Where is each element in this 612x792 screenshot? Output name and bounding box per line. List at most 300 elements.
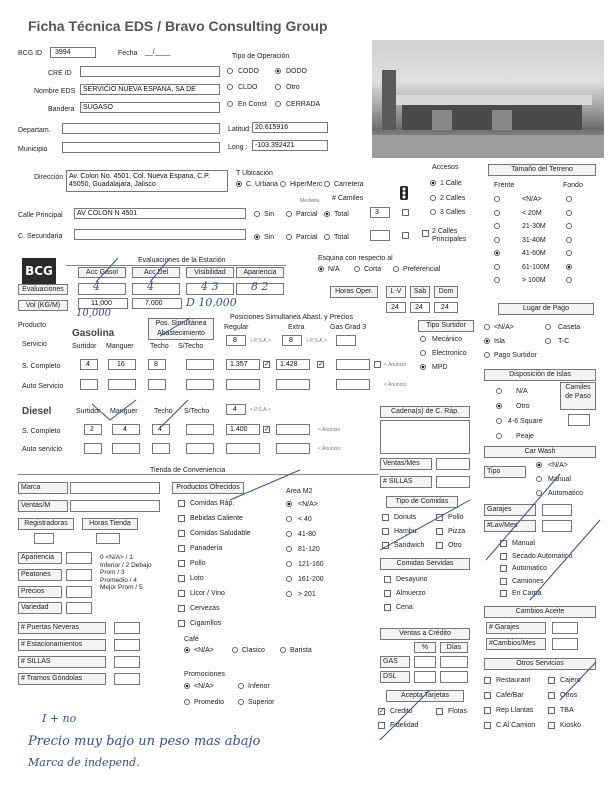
fecha-value[interactable]: __/____ — [145, 49, 171, 56]
ts-mpd-radio[interactable] — [420, 364, 426, 370]
esq-na-radio[interactable] — [318, 266, 324, 272]
op-codo-radio[interactable] — [227, 68, 233, 74]
sandwich-check[interactable] — [382, 542, 389, 549]
vol-label: Vol (KG/M) — [18, 300, 68, 311]
cs-total-radio[interactable] — [324, 234, 330, 240]
terreno-range-label: 41-60M — [522, 250, 546, 257]
evaluaciones-divider — [66, 265, 286, 266]
cw-option-check[interactable] — [500, 590, 507, 597]
cw-manual-label: Manual — [548, 476, 571, 483]
cp-parcial-radio[interactable] — [286, 211, 292, 217]
cena-check[interactable] — [384, 604, 391, 611]
pollo-check[interactable] — [436, 514, 443, 521]
esq-na-label: N/A — [328, 266, 340, 273]
secundaria-label: C. Secundaria — [18, 233, 63, 240]
as-gas3-price-field[interactable] — [336, 379, 370, 390]
producto-check[interactable] — [178, 575, 185, 582]
dsl-pct-field[interactable] — [414, 671, 436, 683]
cafe-clasico-radio[interactable] — [232, 647, 238, 653]
reg-price-check[interactable]: ✓ — [264, 361, 270, 368]
cajero-check[interactable] — [548, 677, 555, 684]
d-as-s-techo-field[interactable] — [186, 443, 214, 454]
eval-handwritten-value: 4 3 — [201, 280, 219, 293]
frente-radio[interactable] — [494, 196, 500, 202]
ext-count-field[interactable]: 8 — [282, 335, 302, 346]
promo-superior-radio[interactable] — [238, 699, 244, 705]
frente-radio[interactable] — [494, 237, 500, 243]
cre-id-field[interactable] — [80, 66, 220, 77]
c-camion-check[interactable] — [484, 722, 491, 729]
municipio-label: Municipio — [18, 146, 48, 153]
area-radio[interactable] — [286, 546, 292, 552]
cp-total-label: Total — [334, 211, 349, 218]
area-radio[interactable] — [286, 591, 292, 597]
esq-corta-radio[interactable] — [354, 266, 360, 272]
esq-pref-radio[interactable] — [393, 266, 399, 272]
kiosko-check[interactable] — [548, 722, 555, 729]
tienda-title: Tienda de Conveniencia — [150, 467, 226, 474]
producto-check[interactable] — [178, 500, 185, 507]
ext-price-field[interactable]: 1.428 — [276, 359, 310, 370]
cw-option-check[interactable] — [500, 565, 507, 572]
d-surtidor-label: Surtidor — [76, 408, 101, 415]
pago-tc-radio[interactable] — [545, 338, 551, 344]
op-cldo-radio[interactable] — [227, 84, 233, 90]
area-radio[interactable] — [286, 531, 292, 537]
apariencia-label: Apariencia — [18, 552, 62, 564]
restaurant-label: Restaurant — [496, 677, 531, 684]
islas-otro-label: Otro — [516, 403, 530, 410]
producto-label: Licor / Vino — [190, 590, 225, 597]
producto-check[interactable] — [178, 530, 185, 537]
area-radio[interactable] — [286, 516, 292, 522]
cafe-clasico-label: Clasico — [242, 647, 265, 654]
cafe-na-radio[interactable] — [184, 647, 190, 653]
num-garajes-label: # Garajes — [486, 622, 546, 634]
pizza-label: Pizza — [448, 528, 466, 535]
camiles-paso-field[interactable] — [568, 414, 590, 426]
horas-tienda-field[interactable] — [96, 533, 120, 544]
latitud-label: Latitud: — [228, 126, 251, 133]
cw-auto-label: Automatico — [548, 490, 584, 497]
d-as-surtidor-field[interactable] — [84, 443, 102, 454]
esq-pref-label: Preferencial — [403, 266, 441, 273]
cw-auto-radio[interactable] — [536, 490, 542, 496]
cafe-na-label: <N/A> — [194, 647, 214, 654]
d-s-techo-field[interactable] — [186, 424, 214, 435]
op-en-const-radio[interactable] — [227, 101, 233, 107]
d-techo-label: Techo — [154, 408, 173, 415]
camiles-paso-label: Camiles de Paso — [560, 382, 596, 410]
municipio-field[interactable] — [62, 142, 220, 153]
ubic-urbana-radio[interactable] — [236, 181, 242, 187]
lugar-pago-title: Lugar de Pago — [498, 303, 594, 315]
gas3-price-field[interactable] — [336, 359, 370, 370]
tba-check[interactable] — [548, 707, 555, 714]
producto-check[interactable] — [178, 515, 185, 522]
flotas-check[interactable] — [436, 708, 443, 715]
bcg-id-label: BCG ID — [18, 50, 43, 57]
h-sab-field[interactable]: 24 — [410, 302, 430, 313]
mid-sillas-label: # SILLAS — [380, 476, 432, 488]
hambu-label: Hambu. — [394, 528, 419, 535]
gas-dias-field[interactable] — [440, 656, 468, 668]
fondo-radio[interactable] — [566, 277, 572, 283]
h-dom-field[interactable]: 24 — [434, 302, 458, 313]
islas-peaje-radio[interactable] — [496, 433, 502, 439]
gasolina-label: Gasolina — [72, 328, 115, 339]
frente-radio[interactable] — [494, 264, 500, 270]
eval-handwritten-value: 4 — [147, 280, 154, 293]
d-s-completo-label: S. Completo — [22, 428, 61, 435]
cw-option-label: Manual — [512, 540, 535, 547]
ext-price-check[interactable]: ✓ — [318, 361, 324, 368]
op-codo-label: CODO — [238, 68, 259, 75]
acc-2-label: 2 Calles — [440, 195, 466, 202]
promo-na-label: <N/A> — [194, 683, 214, 690]
eval-col-field[interactable] — [186, 280, 234, 295]
producto-label: Comidas Ráp. — [190, 500, 235, 507]
cp-camiles-field[interactable]: 3 — [370, 207, 390, 218]
direccion-label: Dirección — [34, 174, 64, 181]
almuerzo-check[interactable] — [384, 590, 391, 597]
fondo-radio[interactable] — [566, 196, 572, 202]
d-surtidor-field[interactable]: 2 — [84, 424, 102, 435]
area-label-item: > 201 — [298, 591, 316, 598]
estacionamientos-field[interactable] — [114, 639, 140, 651]
area-radio[interactable] — [286, 561, 292, 567]
area-label: Area M2 — [286, 488, 313, 495]
gas3-count-field[interactable] — [336, 335, 356, 346]
frente-radio[interactable] — [494, 223, 500, 229]
g-s-techo-field[interactable] — [186, 359, 214, 370]
cajero-label: Cajero — [560, 677, 581, 684]
accesos-label: Accesos — [432, 164, 459, 171]
ubicacion-label: T Ubicación — [236, 170, 273, 177]
d-s-techo-label: S/Techo — [184, 408, 210, 415]
eval-col-field[interactable] — [236, 280, 284, 295]
area-label-item: 41-80 — [298, 531, 316, 538]
vol-field-1[interactable]: 11,000 — [78, 298, 128, 309]
promo-inferior-radio[interactable] — [238, 683, 244, 689]
producto-label: Loto — [190, 575, 204, 582]
otros-check[interactable] — [548, 692, 555, 699]
op-otro-radio[interactable] — [275, 84, 281, 90]
cw-option-check[interactable] — [500, 578, 507, 585]
producto-check[interactable] — [178, 605, 185, 612]
esquina-label: Esquina con respecto al — [318, 255, 393, 262]
bandera-field[interactable]: SUGASO — [80, 102, 220, 113]
otros-servicios-title: Otros Servicios — [484, 658, 596, 670]
dsl-dias-field[interactable] — [440, 671, 468, 683]
ventas-mes-field[interactable] — [436, 458, 470, 470]
d-auto-servicio-label: Auto servicio — [22, 446, 63, 453]
pago-caseta-label: Caseta — [558, 324, 581, 331]
cafe-barista-radio[interactable] — [280, 647, 286, 653]
producto-check[interactable] — [178, 620, 185, 627]
cw-option-label: Secado Automatico — [512, 552, 573, 560]
variedad-field[interactable] — [66, 602, 92, 614]
h-dom-label: Dom — [434, 286, 458, 298]
desayuno-label: Desayuno — [396, 576, 428, 583]
eval-col-field[interactable] — [78, 280, 126, 295]
op-dodo-radio[interactable] — [275, 68, 281, 74]
producto-label: Cervezas — [190, 605, 220, 612]
pago-isla-label: Isla — [494, 338, 505, 345]
hambu-check[interactable] — [382, 528, 389, 535]
gas3-price-check[interactable] — [374, 361, 381, 368]
ubic-hipermerc-label: HiperMerc — [290, 181, 323, 188]
frente-label: Frente — [494, 182, 515, 189]
flotas-label: Flotas — [448, 708, 468, 715]
credito-check[interactable]: ✓ — [379, 708, 385, 715]
islas-na-radio[interactable] — [496, 388, 502, 394]
calle-principal-field[interactable]: AV COLON N 4501 — [74, 208, 246, 219]
ubic-carretera-radio[interactable] — [324, 181, 330, 187]
pizza-check[interactable] — [436, 528, 443, 535]
pago-surtidor-radio[interactable] — [484, 352, 490, 358]
bandera-label: Bandera — [48, 106, 75, 113]
eval-handwritten-value: 8 2 — [251, 280, 269, 293]
cw-option-label: En Carpa — [512, 590, 542, 597]
tramos-field[interactable] — [114, 673, 140, 685]
ubic-carretera-label: Carretera — [334, 181, 364, 188]
acc-1-radio[interactable] — [430, 180, 436, 186]
ventas-field[interactable] — [70, 500, 160, 512]
pago-surtidor-label: Pago Surtidor — [494, 352, 537, 359]
h-lv-field[interactable]: 24 — [386, 302, 406, 313]
as-surtidor-field[interactable] — [80, 379, 98, 390]
op-cerrada-radio[interactable] — [275, 101, 281, 107]
reg-count-field[interactable]: 8 — [226, 335, 246, 346]
d-price-check[interactable]: ✓ — [264, 426, 270, 433]
islas-square-radio[interactable] — [496, 418, 502, 424]
tramos-label: # Tramos Góndolas — [18, 673, 106, 685]
cs-parcial-label: Parcial — [296, 234, 318, 241]
ventas-credito-label: Ventas a Crédito — [380, 628, 470, 640]
as-techo-field[interactable] — [148, 379, 166, 390]
cafe-barista-label: Barista — [290, 647, 312, 654]
peatones-field[interactable] — [66, 569, 92, 581]
fecha-label: Fecha — [118, 50, 138, 57]
gas-grad-label: Gas Grad 3 — [330, 324, 367, 331]
vol-handwritten-1: 10,000 — [76, 308, 111, 319]
producto-label: Producto — [18, 322, 47, 329]
cw-garajes-field[interactable] — [542, 504, 572, 516]
fondo-radio[interactable] — [566, 264, 572, 270]
rep-llantas-check[interactable] — [484, 707, 491, 714]
tienda-divider — [18, 474, 378, 475]
terreno-range-label: 61-100M — [522, 263, 550, 271]
producto-label: Panadería — [190, 545, 223, 552]
num-cambios-field[interactable] — [552, 638, 578, 650]
cp-total-radio[interactable] — [324, 211, 330, 217]
cs-total-label: Total — [334, 234, 349, 241]
d-psa-note: < P.S.A.> — [250, 407, 271, 413]
acc-2-radio[interactable] — [430, 195, 436, 201]
g-techo-field[interactable]: 8 — [148, 359, 166, 370]
d-as-techo-field[interactable] — [152, 443, 170, 454]
eval-col-header: Acc Gasol — [78, 267, 126, 278]
ext-psa-note: < P.S.A.> — [306, 338, 327, 344]
terreno-range-label: 31-40M — [522, 236, 546, 244]
cw-option-check[interactable] — [500, 553, 507, 560]
as-ext-price-field[interactable] — [276, 379, 310, 390]
cs-camiles-field[interactable] — [370, 230, 390, 241]
horas-label: Horas Oper. — [330, 286, 378, 298]
latitud-field[interactable]: 20.615916 — [252, 122, 328, 133]
mid-sillas-field[interactable] — [436, 476, 470, 488]
cw-option-label: Camiones — [512, 577, 544, 585]
eval-col-field[interactable] — [132, 280, 180, 295]
frente-radio[interactable] — [494, 210, 500, 216]
mediana-label: Mediana — [300, 198, 320, 204]
d-anuncio-note: < Anuncio — [318, 427, 341, 433]
d-price2-field[interactable] — [276, 424, 310, 435]
marca-field[interactable] — [70, 482, 160, 494]
cadena-field[interactable] — [380, 420, 470, 454]
precios-label: Precios — [18, 586, 62, 598]
op-en-const-label: En Const — [238, 101, 267, 108]
as-reg-price-field[interactable] — [226, 379, 260, 390]
auto-servicio-label: Auto Servicio — [22, 383, 64, 390]
ubic-urbana-label: C. Urbana — [246, 181, 278, 188]
reg-price-field[interactable]: 1.357 — [226, 359, 260, 370]
islas-otro-radio[interactable] — [496, 403, 502, 409]
direccion-field[interactable]: Av. Colon No. 4501, Col. Nueva Espana, C.P. 45050, Guadalajara, Jalisco — [66, 170, 228, 192]
servicio-label: Servicio — [22, 341, 47, 348]
regular-label: Regular — [224, 324, 249, 331]
pct-label: % — [414, 642, 436, 653]
ts-electronico-radio[interactable] — [420, 350, 426, 356]
nombre-field[interactable]: SERVICIO NUEVA ESPANA, SA DE — [80, 84, 220, 95]
d-as-manguer-field[interactable] — [112, 443, 140, 454]
tipo-surtidor-label: Tipo Surtidor — [418, 320, 474, 332]
pago-tc-label: T-C — [558, 338, 570, 345]
puertas-field[interactable] — [114, 622, 140, 634]
producto-check[interactable] — [178, 545, 185, 552]
desayuno-check[interactable] — [384, 576, 391, 583]
num-garajes-field[interactable] — [552, 622, 578, 634]
vol-field-2[interactable]: 7,000 — [132, 298, 182, 309]
cp-mediana-check[interactable] — [402, 209, 409, 216]
ventas-label: Ventas/M — [18, 500, 68, 512]
cw-manual-radio[interactable] — [536, 476, 542, 482]
op-dodo-label: DODO — [286, 68, 307, 75]
producto-check[interactable] — [178, 560, 185, 567]
frente-radio[interactable] — [494, 250, 500, 256]
islas-square-label: 4-6 Square — [508, 418, 543, 425]
d-as-price2-field[interactable] — [276, 443, 310, 454]
d-count-field[interactable]: 4 — [226, 404, 246, 415]
gas-pct-field[interactable] — [414, 656, 436, 668]
kiosko-label: Kiosko — [560, 722, 582, 729]
departam-field[interactable] — [62, 123, 220, 134]
donuts-check[interactable] — [382, 514, 389, 521]
s-completo-label: S. Completo — [22, 363, 61, 370]
acepta-tarjetas-label: Acepta Tarjetas — [386, 690, 464, 702]
cp-sin-radio[interactable] — [254, 211, 260, 217]
pago-isla-radio[interactable] — [484, 338, 490, 344]
cs-mediana-check[interactable] — [402, 232, 409, 239]
producto-label: Bebidas Caliente — [190, 515, 243, 522]
ubic-hipermerc-radio[interactable] — [280, 181, 286, 187]
area-radio[interactable] — [286, 501, 292, 507]
cs-parcial-radio[interactable] — [286, 234, 292, 240]
pago-na-radio[interactable] — [484, 324, 490, 330]
cs-sin-radio[interactable] — [254, 234, 260, 240]
producto-check[interactable] — [178, 590, 185, 597]
cafe-bar-check[interactable] — [484, 692, 491, 699]
area-radio[interactable] — [286, 576, 292, 582]
gas-label: GAS — [380, 656, 410, 668]
fidelidad-check[interactable] — [378, 722, 385, 729]
cp-parcial-label: Parcial — [296, 211, 318, 218]
rep-llantas-label: Rep Llantas — [496, 707, 534, 714]
c-camion-label: C.Al Camion — [496, 722, 536, 729]
cw-na-radio[interactable] — [536, 462, 542, 468]
promo-promedio-radio[interactable] — [184, 699, 190, 705]
h-lv-label: L-V — [386, 286, 406, 298]
d-as-price-field[interactable] — [226, 443, 260, 454]
d-manguer-field[interactable]: 4 — [112, 424, 140, 435]
promo-na-radio[interactable] — [184, 683, 190, 689]
cre-id-label: CRE ID — [48, 70, 72, 77]
g-manguer-field[interactable]: 16 — [108, 359, 136, 370]
producto-label: Comidas Saludable — [190, 530, 251, 537]
frente-radio[interactable] — [494, 277, 500, 283]
dsl-label: DSL — [380, 671, 410, 683]
acc-3-radio[interactable] — [430, 209, 436, 215]
sandwich-label: Sandwich — [394, 542, 425, 549]
calle-principal-label: Calle Principal — [18, 212, 63, 219]
fondo-radio[interactable] — [566, 237, 572, 243]
as-s-techo-field[interactable] — [186, 379, 214, 390]
manguer-label: Manguer — [106, 343, 134, 350]
fondo-radio[interactable] — [566, 223, 572, 229]
long-field[interactable]: -103.392421 — [252, 140, 328, 151]
d-techo-field[interactable]: 4 — [152, 424, 170, 435]
bcg-id-field[interactable]: 3994 — [50, 47, 96, 58]
tienda-sillas-field[interactable] — [114, 656, 140, 668]
islas-title: Disposición de Islas — [484, 369, 596, 381]
precios-field[interactable] — [66, 586, 92, 598]
ts-mecanico-label: Mecánico — [432, 336, 462, 343]
restaurant-check[interactable] — [484, 677, 491, 684]
op-otro-label: Otro — [286, 84, 300, 91]
g-surtidor-field[interactable]: 4 — [80, 359, 98, 370]
cw-option-check[interactable] — [500, 540, 507, 547]
variedad-label: Variedad — [18, 602, 62, 614]
diesel-label: Diesel — [22, 406, 52, 417]
ts-mecanico-radio[interactable] — [420, 336, 426, 342]
secundaria-field[interactable] — [74, 229, 246, 240]
op-cldo-label: CLDO — [238, 84, 258, 91]
apariencia-field[interactable] — [66, 552, 92, 564]
surtidor-label: Surtidor — [72, 343, 97, 350]
registradoras-field[interactable] — [34, 533, 54, 544]
cw-na-label: <N/A> — [548, 462, 568, 469]
otro-comida-check[interactable] — [436, 542, 443, 549]
eval-col-header: Apariencia — [236, 267, 284, 278]
pago-caseta-radio[interactable] — [545, 324, 551, 330]
acc-principales-check[interactable] — [422, 230, 429, 237]
fondo-radio[interactable] — [566, 210, 572, 216]
fondo-radio[interactable] — [566, 250, 572, 256]
d-price-field[interactable]: 1.400 — [226, 424, 260, 435]
cw-lav-mes-field[interactable] — [542, 520, 572, 532]
as-manguer-field[interactable] — [108, 379, 136, 390]
